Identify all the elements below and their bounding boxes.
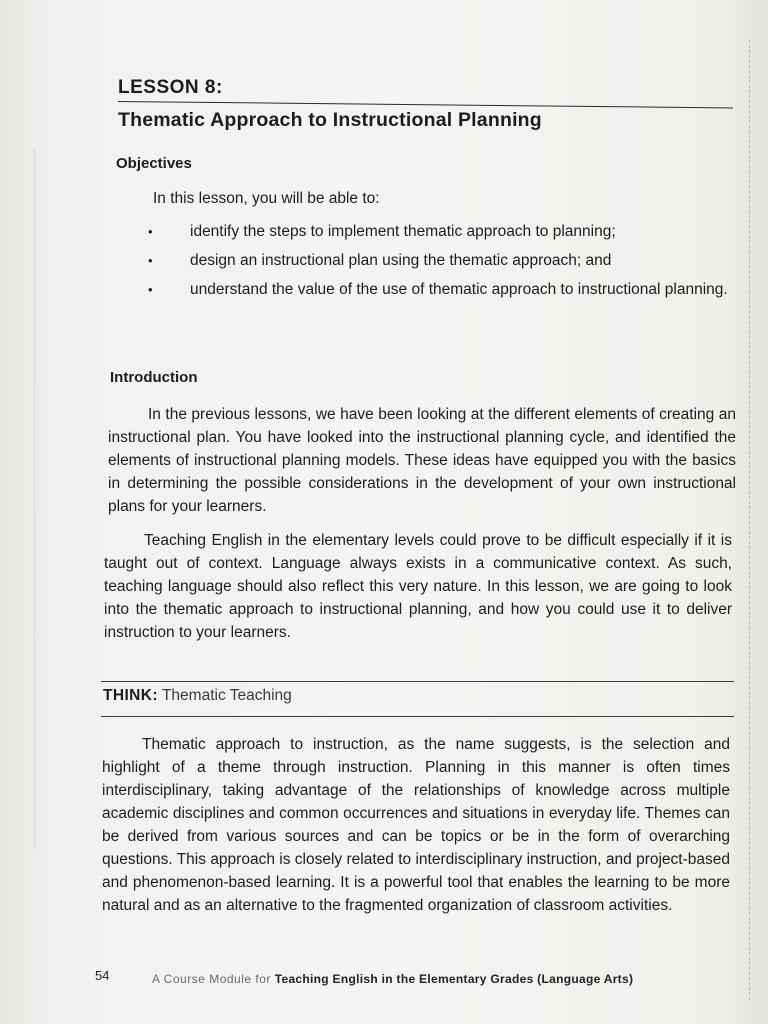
footer-title: Teaching English in the Elementary Grades (Language Arts) [274, 972, 634, 986]
think-subtitle: Thematic Teaching [161, 687, 292, 704]
objective-item [148, 251, 738, 271]
introduction-paragraph-text: In the previous lessons, we have been looking at the different elements of creating an instructional plan. You have looked into the instructional planning cycle, and identified the elements of instructional planning models. These ideas have equipped you with the basics in determining the possible considerations in the development of your own instructional plans for your learners. [108, 406, 736, 515]
introduction-paragraph [108, 403, 736, 518]
page-edge-right [749, 40, 754, 1000]
objective-item [148, 280, 738, 300]
introduction-heading: Introduction [110, 369, 198, 386]
objective-text: design an instructional plan using the thematic approach; and [190, 252, 612, 269]
think-top-rule [101, 681, 734, 682]
objectives-list [148, 222, 738, 309]
objectives-intro: In this lesson, you will be able to: [153, 190, 380, 207]
objective-text: identify the steps to implement thematic approach to planning; [190, 223, 616, 240]
introduction-paragraph-text: Teaching English in the elementary levels could prove to be difficult especially if it is taught out of context. Language always exists in a communicative context. As such, teaching language should also reflect this very nature. In this lesson, we are going to look into the thematic approach to instructional planning, and how you could use it to deliver instruction to your learners. [104, 532, 732, 641]
lesson-title-rule [118, 101, 733, 108]
footer-prefix: A Course Module for [152, 972, 271, 986]
bullet-icon: • [148, 282, 153, 297]
think-label: THINK: [103, 687, 158, 704]
objective-text: understand the value of the use of thematic approach to instructional planning. [190, 281, 728, 298]
footer-caption [152, 972, 633, 986]
think-paragraph-text: Thematic approach to instruction, as the name suggests, is the selection and highlight of a theme through instruction. Planning in this manner is often times interdisciplinary, taking advantage of the relationships of knowledge across multiple academic disciplines and common occurrences and situations in everyday life. Themes can be derived from various sources and can be topics or be in the form of overarching questions. This approach is closely related to interdisciplinary instruction, and project-based and phenomenon-based learning. It is a powerful tool that enables the learning to be more natural and as an alternative to the fragmented organization of classroom activities. [102, 736, 730, 914]
think-bottom-rule [101, 716, 734, 717]
objectives-heading: Objectives [116, 155, 192, 172]
introduction-paragraph [104, 529, 732, 644]
objective-item [148, 222, 738, 242]
bullet-icon: • [148, 253, 153, 268]
bullet-icon: • [148, 224, 153, 239]
page-number: 54 [95, 968, 110, 983]
think-paragraph [102, 733, 730, 917]
page-edge-left [34, 150, 38, 850]
lesson-label: LESSON 8: [118, 77, 223, 98]
lesson-title: Thematic Approach to Instructional Planning [118, 109, 542, 131]
think-heading [103, 687, 292, 705]
